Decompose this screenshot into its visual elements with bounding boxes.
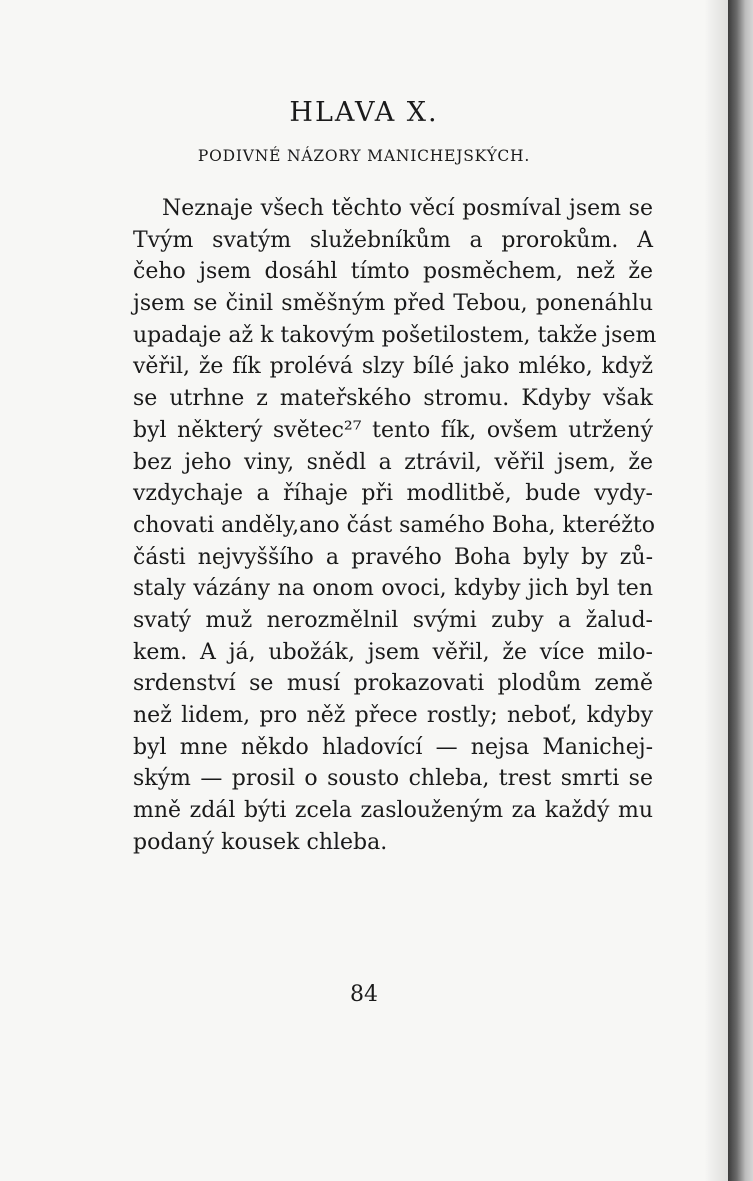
paragraph-line: staly vázány na onom ovoci, kdyby jich byl ten	[133, 576, 653, 602]
paragraph-line: se utrhne z mateřského stromu. Kdyby však	[133, 386, 653, 412]
chapter-heading: HLAVA X.	[289, 97, 439, 128]
paragraph-line: Neznaje všech těchto věcí posmíval jsem se	[162, 196, 653, 221]
paragraph-line: než lidem, pro něž přece rostly; neboť, kdyby	[133, 703, 653, 728]
paragraph-line: byl mne někdo hladovící — nejsa Manichej-	[133, 734, 653, 760]
paragraph-line: kem. A já, ubožák, jsem věřil, že více milo-	[133, 639, 653, 665]
paragraph-line: vzdychaje a říhaje při modlitbě, bude vydy-	[133, 481, 653, 507]
chapter-subtitle: PODIVNÉ NÁZORY MANICHEJSKÝCH.	[197, 147, 531, 165]
book-spine-edge	[728, 0, 753, 1181]
paragraph-line: věřil, že fík prolévá slzy bílé jako mléko, když	[133, 354, 653, 380]
paragraph-line: jsem se činil směšným před Tebou, ponenáhlu	[133, 291, 653, 317]
paragraph-line: Tvým svatým služebníkům a prorokům. A	[133, 227, 653, 253]
chapter-paragraph	[133, 193, 657, 858]
paragraph-line: byl některý světec²⁷ tento fík, ovšem utržený	[133, 417, 653, 443]
page-number: 84	[350, 982, 378, 1007]
paragraph-line: čeho jsem dosáhl tímto posměchem, než že	[133, 259, 653, 285]
paragraph-line: ským — prosil o sousto chleba, trest smrti se	[133, 766, 653, 792]
paragraph-line: podaný kousek chleba.	[133, 829, 388, 855]
paragraph-line: upadaje až k takovým pošetilostem, takže jsem	[133, 322, 657, 348]
paragraph-line: mně zdál býti zcela zaslouženým za každý mu	[133, 798, 653, 824]
paragraph-line: části nejvyššího a pravého Boha byly by zů-	[133, 544, 653, 570]
paragraph-line: srdenství se musí prokazovati plodům země	[133, 671, 653, 697]
paragraph-line: chovati anděly,ano část samého Boha, kteréžto	[133, 512, 655, 538]
paragraph-line: svatý muž nerozmělnil svými zuby a žalud-	[133, 607, 653, 633]
paragraph-line: bez jeho viny, snědl a ztrávil, věřil jsem, že	[133, 449, 653, 475]
